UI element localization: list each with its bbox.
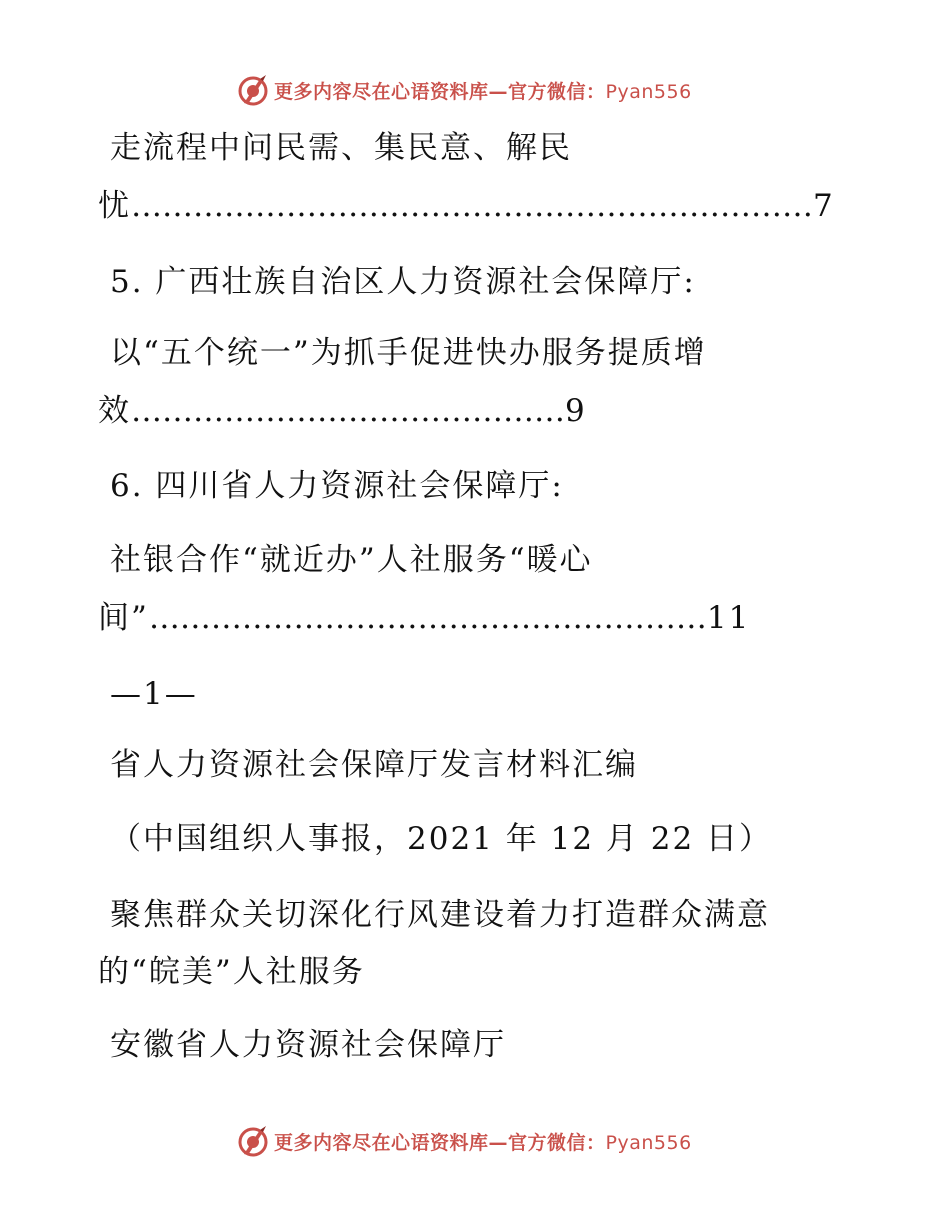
source-line: （中国组织人事报，2021 年 12 月 22 日）: [110, 821, 773, 857]
toc-item6-line2: [98, 598, 750, 638]
document-title: 省人力资源社会保障厅发言材料汇编: [110, 747, 638, 783]
page-number: —1—: [110, 676, 198, 712]
watermark-main: 更多内容尽在心语资料库: [274, 80, 489, 103]
watermark-main: 更多内容尽在心语资料库: [274, 1131, 489, 1154]
watermark-dash: —: [488, 1131, 509, 1154]
toc-item6-dots: ………………………………………………: [148, 600, 707, 636]
toc-item6-page: 11: [706, 600, 751, 636]
toc-item5-dots: ……………………………………: [131, 393, 565, 429]
toc-item5-page: 9: [565, 393, 587, 429]
quill-logo-icon: [236, 73, 270, 107]
toc-item4-page: 7: [813, 188, 835, 224]
watermark-dash: —: [488, 80, 509, 103]
footer-watermark: [236, 1121, 716, 1161]
watermark-id: Pyan556: [605, 80, 692, 103]
toc-item6-head: 间”: [98, 600, 149, 636]
toc-item5-heading: 5. 广西壮族自治区人力资源社会保障厅:: [110, 264, 696, 300]
watermark-label: 官方微信：: [508, 1131, 606, 1154]
article-title-line1: 聚焦群众关切深化行风建设着力打造群众满意: [110, 897, 770, 933]
toc-item5-line2: [98, 391, 587, 431]
quill-logo-icon: [236, 1124, 270, 1158]
toc-item4-line1: 走流程中问民需、集民意、解民: [110, 130, 572, 166]
toc-item5-line1: 以“五个统一”为抓手促进快办服务提质增: [110, 335, 707, 371]
article-title-line2: 的“皖美”人社服务: [98, 954, 365, 990]
watermark-text: [274, 1128, 692, 1155]
watermark-id: Pyan556: [605, 1131, 692, 1154]
header-watermark: [236, 70, 716, 110]
toc-item4-head: 忧: [98, 188, 131, 224]
watermark-text: [274, 77, 692, 104]
author-line: 安徽省人力资源社会保障厅: [110, 1027, 506, 1063]
toc-item4-line2: [98, 186, 835, 226]
toc-item6-line1: 社银合作“就近办”人社服务“暖心: [110, 542, 593, 578]
watermark-label: 官方微信：: [508, 80, 606, 103]
toc-item5-head: 效: [98, 393, 131, 429]
toc-item6-heading: 6. 四川省人力资源社会保障厅:: [110, 468, 564, 504]
toc-item4-dots: …………………………………………………………: [131, 188, 813, 224]
